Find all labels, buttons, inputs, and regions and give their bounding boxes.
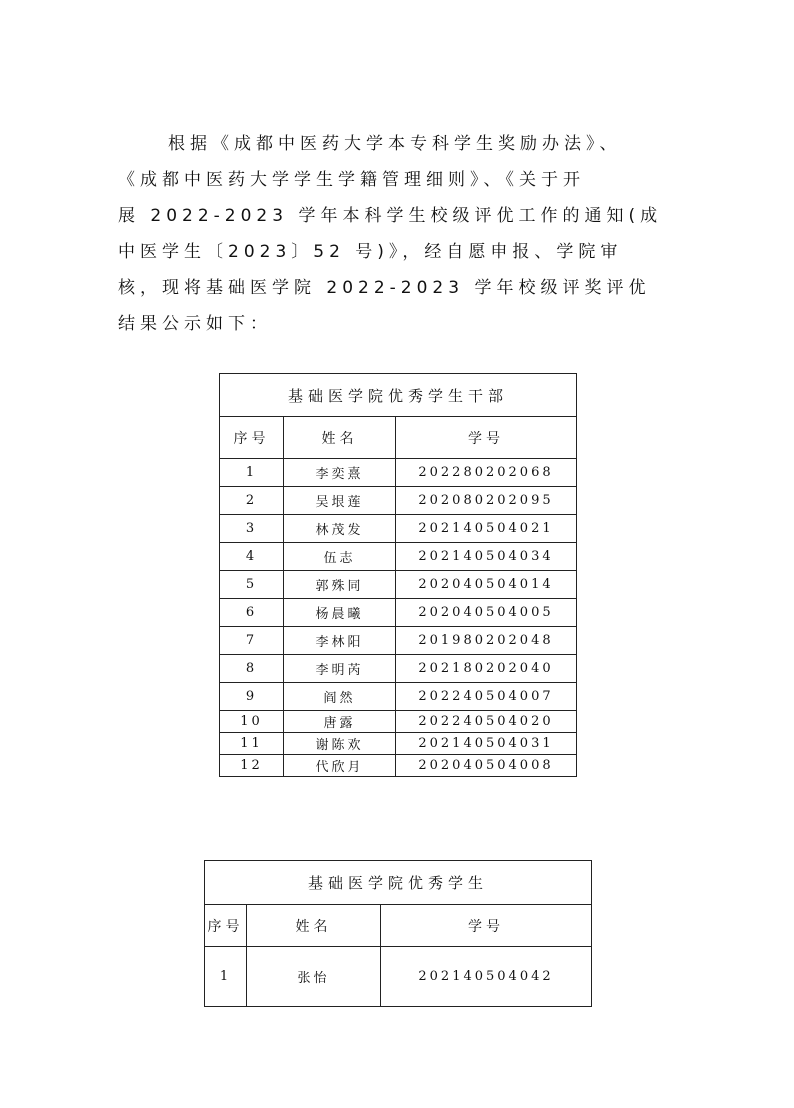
header-id: 学号: [381, 905, 592, 947]
cell-seq: 5: [220, 571, 284, 599]
paragraph-line: 展 2022-2023 学年本科学生校级评优工作的通知(成: [118, 206, 663, 226]
cell-id: 202280202068: [396, 459, 577, 487]
paragraph-line: 结果公示如下：: [118, 314, 272, 334]
cell-id: 202140504042: [381, 947, 592, 1007]
cell-name: 吴垠莲: [284, 487, 396, 515]
cell-name: 阎然: [284, 683, 396, 711]
cell-name: 李林阳: [284, 627, 396, 655]
cell-name: 李明芮: [284, 655, 396, 683]
table-caption: 基础医学院优秀学生干部: [220, 374, 577, 417]
cell-seq: 12: [220, 755, 284, 777]
cell-name: 李奕熹: [284, 459, 396, 487]
header-name: 姓名: [247, 905, 381, 947]
cell-id: 202140504034: [396, 543, 577, 571]
cell-id: 202040504008: [396, 755, 577, 777]
paragraph-line: 中医学生〔2023〕52 号)》，经自愿申报、学院审: [118, 242, 623, 262]
cell-seq: 6: [220, 599, 284, 627]
cell-id: 202140504031: [396, 733, 577, 755]
table-row: [220, 683, 577, 711]
table-row: [220, 755, 577, 777]
table-row: [220, 733, 577, 755]
cell-seq: 3: [220, 515, 284, 543]
table-row: [205, 947, 592, 1007]
cell-id: 202040504005: [396, 599, 577, 627]
table-row: [220, 459, 577, 487]
outstanding-students-table: [204, 860, 592, 1007]
cell-id: 201980202048: [396, 627, 577, 655]
cell-seq: 1: [205, 947, 247, 1007]
cell-id: 202040504014: [396, 571, 577, 599]
cell-name: 谢陈欢: [284, 733, 396, 755]
cell-seq: 10: [220, 711, 284, 733]
table-row: [220, 515, 577, 543]
cell-id: 202240504007: [396, 683, 577, 711]
cell-name: 代欣月: [284, 755, 396, 777]
header-id: 学号: [396, 417, 577, 459]
cell-id: 202140504021: [396, 515, 577, 543]
paragraph-line: 根据《成都中医药大学本专科学生奖励办法》、: [168, 134, 622, 154]
table-caption: 基础医学院优秀学生: [205, 861, 592, 905]
cell-name: 张怡: [247, 947, 381, 1007]
header-seq: 序号: [220, 417, 284, 459]
cell-seq: 7: [220, 627, 284, 655]
table-row: [220, 571, 577, 599]
header-name: 姓名: [284, 417, 396, 459]
cell-seq: 2: [220, 487, 284, 515]
cell-name: 伍志: [284, 543, 396, 571]
table-row: [220, 627, 577, 655]
header-seq: 序号: [205, 905, 247, 947]
table-row: [220, 543, 577, 571]
cell-name: 林茂发: [284, 515, 396, 543]
cell-seq: 9: [220, 683, 284, 711]
cell-id: 202080202095: [396, 487, 577, 515]
outstanding-cadres-table: [219, 373, 577, 777]
cell-name: 唐露: [284, 711, 396, 733]
cell-id: 202240504020: [396, 711, 577, 733]
paragraph-line: 《成都中医药大学学生学籍管理细则》、《关于开: [118, 170, 585, 190]
cell-seq: 11: [220, 733, 284, 755]
cell-id: 202180202040: [396, 655, 577, 683]
cell-name: 杨晨曦: [284, 599, 396, 627]
table-row: [220, 711, 577, 733]
table-row: [220, 655, 577, 683]
table-row: [220, 487, 577, 515]
cell-seq: 1: [220, 459, 284, 487]
cell-seq: 4: [220, 543, 284, 571]
cell-name: 郭殊同: [284, 571, 396, 599]
table-row: [220, 599, 577, 627]
notice-paragraph: [118, 126, 678, 342]
paragraph-line: 核，现将基础医学院 2022-2023 学年校级评奖评优: [118, 278, 651, 298]
cell-seq: 8: [220, 655, 284, 683]
